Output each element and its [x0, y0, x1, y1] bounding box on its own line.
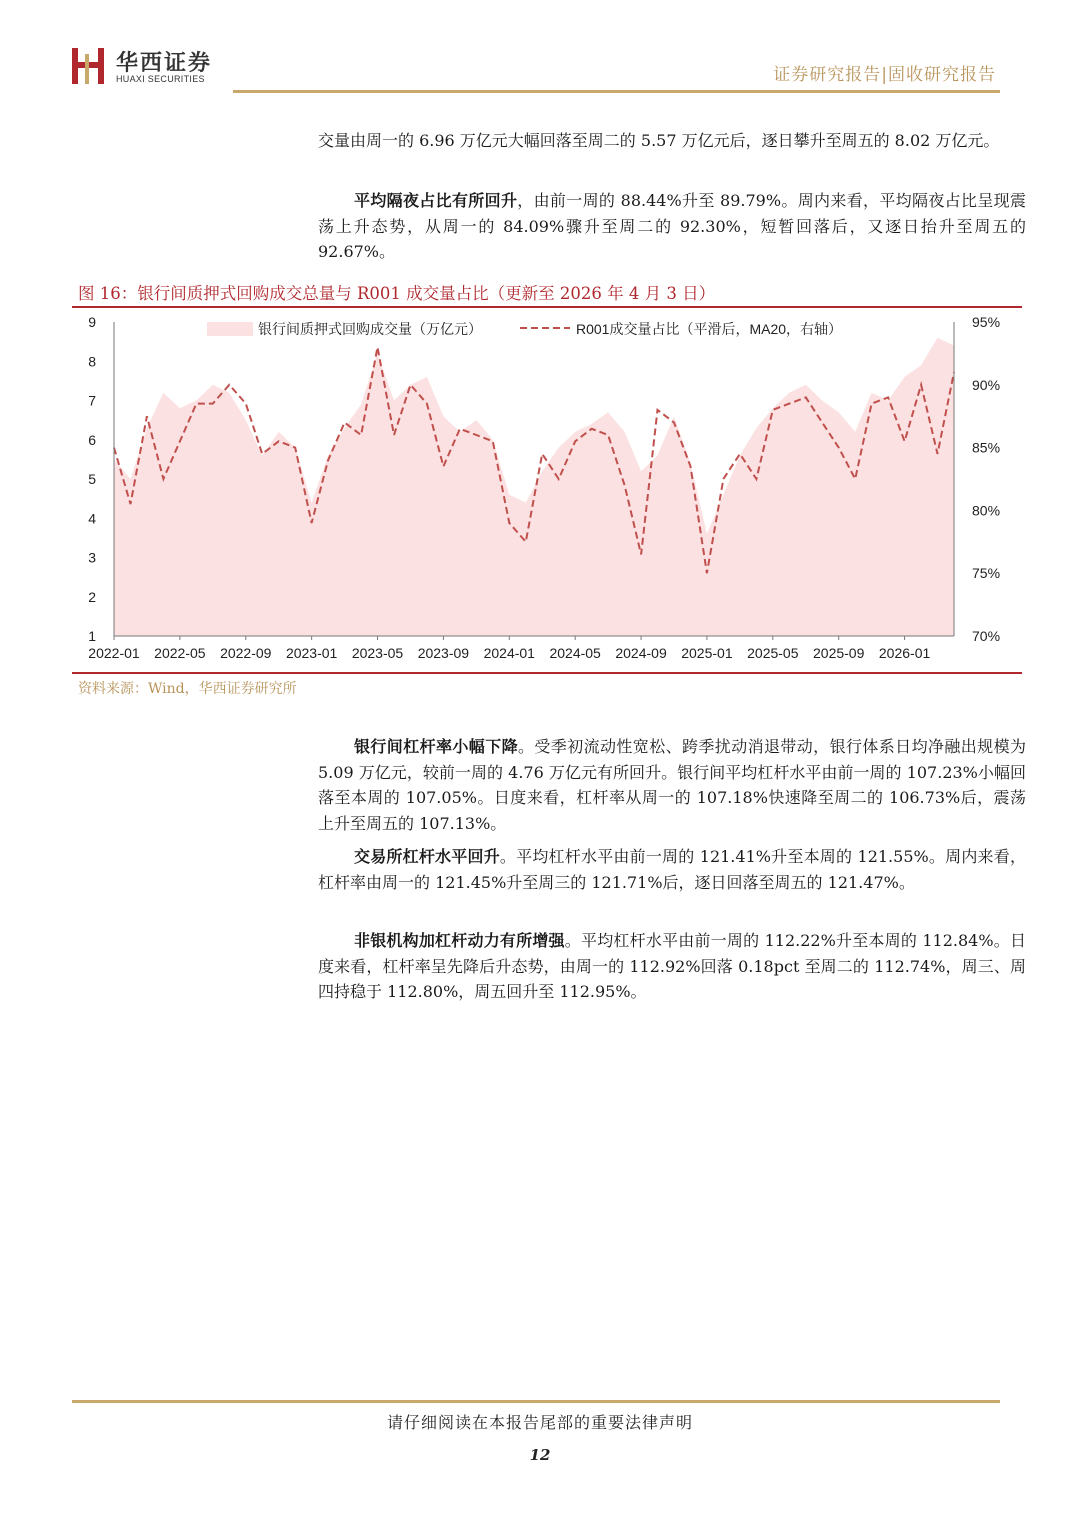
x-tick-label: 2024-01	[483, 645, 535, 661]
figure-top-rule	[72, 306, 1022, 308]
x-tick-label: 2025-05	[747, 645, 799, 661]
logo-text: 华西证券	[116, 50, 213, 76]
y-left-tick-label: 1	[88, 628, 96, 644]
paragraph-text: 交量由周一的 6.96 万亿元大幅回落至周二的 5.57 万亿元后，逐日攀升至周五的 8.02 万亿元。	[318, 131, 1000, 150]
y-right-tick-label: 90%	[972, 376, 1001, 393]
x-tick-label: 2022-01	[88, 645, 140, 661]
header-divider	[233, 90, 1000, 93]
y-left-tick-label: 3	[88, 549, 96, 566]
paragraph-3	[318, 734, 1026, 836]
paragraph-text: 。平均杠杆水平由前一周的 121.41%升至本周的 121.55%。周内来看，杠杆率由周一的 121.45%升至周三的 121.71%后，逐日回落至周五的 121.47%。	[318, 847, 1026, 892]
x-tick-label: 2022-05	[154, 645, 206, 661]
repo-volume-chart	[72, 310, 1022, 672]
logo-mark-icon	[72, 46, 108, 86]
paragraph-1	[318, 128, 1026, 154]
y-left-tick-label: 7	[88, 392, 96, 409]
x-tick-label: 2025-01	[681, 645, 733, 661]
y-left-tick-label: 2	[88, 588, 96, 605]
legend-label-r001: R001成交量占比（平滑后，MA20，右轴）	[576, 321, 843, 337]
x-tick-label: 2023-01	[285, 645, 338, 661]
paragraph-2	[318, 188, 1026, 265]
figure-source: 资料来源：Wind，华西证券研究所	[78, 681, 297, 697]
legal-notice: 请仔细阅读在本报告尾部的重要法律声明	[386, 1413, 693, 1432]
y-left-tick-label: 5	[88, 471, 96, 487]
x-tick-label: 2023-05	[351, 645, 404, 661]
x-tick-label: 2022-09	[220, 645, 272, 661]
y-right-tick-label: 85%	[972, 439, 1001, 456]
y-left-tick-label: 9	[88, 314, 96, 330]
y-right-tick-label: 70%	[972, 628, 1001, 644]
legend-label-volume: 银行间质押式回购成交量（万亿元）	[258, 321, 482, 337]
y-left-tick-label: 6	[88, 431, 96, 448]
paragraph-text: 。平均杠杆水平由前一周的 112.22%升至本周的 112.84%。日度来看，杠杆率呈先降后升态势，由周一的 112.92%回落 0.18pct 至周二的 112.74%，周三、周四持稳于 112.80%，周五回升至 112.95%。	[318, 931, 1026, 1001]
legend-swatch-volume	[207, 322, 253, 336]
company-logo	[72, 46, 252, 90]
x-tick-label: 2025-09	[813, 645, 865, 661]
paragraph-5	[318, 928, 1026, 1005]
volume-area	[114, 338, 954, 636]
footer-divider	[72, 1400, 1000, 1403]
volume-area-series	[114, 338, 954, 636]
x-tick-label: 2024-09	[615, 645, 667, 661]
page-number: 12	[529, 1446, 551, 1464]
y-right-tick-label: 80%	[972, 502, 1001, 519]
y-right-tick-label: 95%	[972, 314, 1001, 330]
report-type: 证券研究报告|固收研究报告	[773, 65, 996, 85]
y-left-tick-label: 4	[88, 510, 96, 527]
logo-subtext: HUAXI SECURITIES	[116, 74, 205, 84]
figure-bottom-rule	[72, 672, 1022, 674]
paragraph-4	[318, 844, 1026, 895]
x-tick-label: 2023-09	[417, 645, 470, 661]
y-right-tick-label: 75%	[972, 565, 1001, 582]
paragraph-lead: 平均隔夜占比有所回升	[354, 191, 518, 210]
paragraph-lead: 交易所杠杆水平回升	[354, 847, 500, 866]
x-tick-label: 2024-05	[549, 645, 601, 661]
paragraph-text: ，由前一周的 88.44%升至 89.79%。周内来看，平均隔夜占比呈现震荡上升态势，从周一的 84.09%骤升至周二的 92.30%，短暂回落后，又逐日抬升至周五的 92.67%。	[318, 191, 1026, 261]
x-tick-label: 2026-01	[878, 645, 931, 661]
paragraph-text: 。受季初流动性宽松、跨季扰动消退带动，银行体系日均净融出规模为 5.09 万亿元，较前一周的 4.76 万亿元有所回升。银行间平均杠杆水平由前一周的 107.23%小幅回落至本周的 107.05%。日度来看，杠杆率从周一的 107.18%快速降至周二的 106.73%后，震荡上升至周五的 107.13%。	[318, 737, 1026, 833]
figure-title: 图 16：银行间质押式回购成交总量与 R001 成交量占比（更新至 2026 年 4 月 3 日）	[78, 284, 716, 303]
paragraph-lead: 非银机构加杠杆动力有所增强	[354, 931, 565, 950]
paragraph-lead: 银行间杠杆率小幅下降	[354, 737, 518, 756]
y-left-tick-label: 8	[88, 353, 96, 370]
